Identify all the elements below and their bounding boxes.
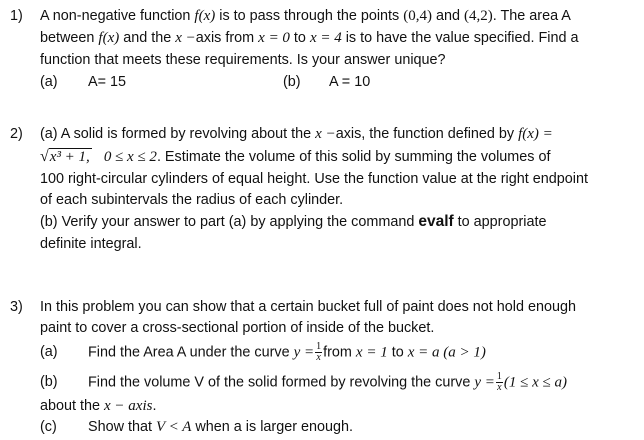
evalf-command: evalf [418, 213, 454, 230]
problem-1-part-b-label: (b) [283, 74, 301, 90]
problem-2-line-1: (a) A solid is formed by revolving about the x −axis, the function defined by f(x) = [40, 126, 553, 142]
square-root-expression: √x³ + 1, [40, 148, 90, 165]
fraction-one-over-x: $\frac{1}{x}$ [316, 341, 322, 363]
problem-1-part-b-text: A = 10 [329, 74, 371, 90]
problem-3-part-b-continued: about the x − axis. [40, 398, 157, 414]
problem-2-number: 2) [10, 126, 23, 142]
problem-3-part-b-label: (b) [40, 374, 58, 390]
problem-2-line-6: definite integral. [40, 236, 142, 252]
problem-3-line-1: In this problem you can show that a certain bucket full of paint does not hold enough [40, 299, 576, 315]
problem-3-part-b-text: Find the volume V of the solid formed by revolving the curve y = $\frac{1}{x}$ (1 ≤ x ≤ a) [88, 371, 567, 393]
fraction-one-over-x: $\frac{1}{x}$ [496, 371, 502, 393]
problem-2-line-2: √x³ + 1, 0 ≤ x ≤ 2. Estimate the volume of this solid by summing the volumes of [40, 148, 551, 165]
problem-3-line-2: paint to cover a cross-sectional portion of inside of the bucket. [40, 320, 435, 336]
problem-3-part-a-text: Find the Area A under the curve y = $\frac{1}{x}$ from x = 1 to x = a (a > 1) [88, 341, 486, 363]
problem-1-line-2: between f(x) and the x −axis from x = 0 to x = 4 is to have the value specified. Find a [40, 30, 579, 46]
problem-2-line-4: of each subintervals the radius of each cylinder. [40, 192, 344, 208]
problem-2-line-5: (b) Verify your answer to part (a) by applying the command evalf to appropriate [40, 213, 547, 230]
problem-3-number: 3) [10, 299, 23, 315]
problem-1-part-a-text: A= 15 [88, 74, 127, 90]
problem-1-part-a-label: (a) [40, 74, 58, 90]
problem-1-line-1: A non-negative function f(x) is to pass through the points (0,4) and (4,2). The area A [40, 8, 571, 24]
problem-3-part-c-text: Show that V < A when a is larger enough. [88, 419, 354, 435]
problem-3-part-c-label: (c) [40, 419, 57, 435]
problem-1-line-3: function that meets these requirements. Is your answer unique? [40, 52, 446, 68]
problem-1-number: 1) [10, 8, 23, 24]
problem-2-line-3: 100 right-circular cylinders of equal height. Use the function value at the right endpoint [40, 171, 588, 187]
problem-3-part-a-label: (a) [40, 344, 58, 360]
